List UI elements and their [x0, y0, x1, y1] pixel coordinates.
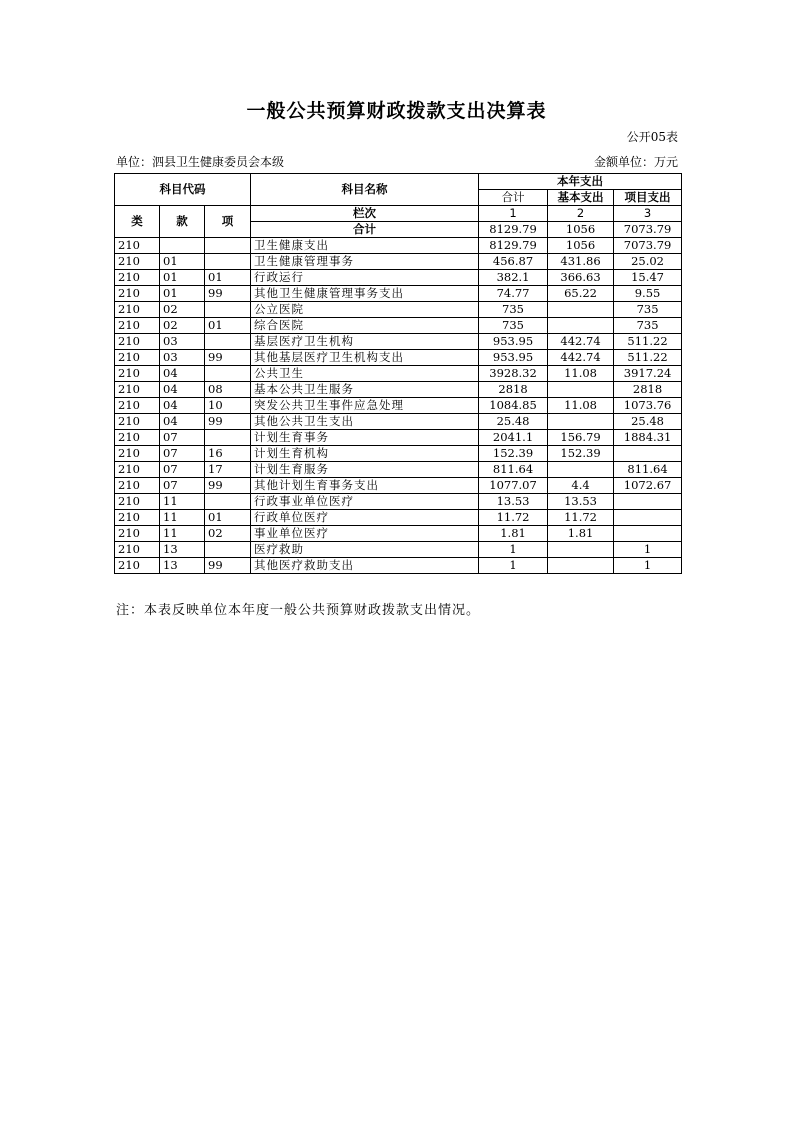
total-amount: 953.95	[479, 334, 548, 350]
basic-amount	[548, 462, 614, 478]
class-code: 210	[115, 462, 160, 478]
item-code: 99	[205, 350, 251, 366]
basic-amount: 13.53	[548, 494, 614, 510]
item-code	[205, 238, 251, 254]
class-code: 210	[115, 542, 160, 558]
section-code: 02	[160, 302, 205, 318]
table-row	[115, 414, 682, 430]
section-code	[160, 238, 205, 254]
table-row	[115, 398, 682, 414]
class-code: 210	[115, 446, 160, 462]
subject-name: 计划生育事务	[251, 430, 479, 446]
section-code: 13	[160, 558, 205, 574]
total-amount: 735	[479, 302, 548, 318]
project-amount: 1073.76	[614, 398, 682, 414]
basic-amount: 11.08	[548, 398, 614, 414]
basic-amount	[548, 318, 614, 334]
item-code: 17	[205, 462, 251, 478]
sum-project: 7073.79	[614, 222, 682, 238]
basic-amount: 366.63	[548, 270, 614, 286]
project-amount: 7073.79	[614, 238, 682, 254]
table-row	[115, 478, 682, 494]
total-amount: 13.53	[479, 494, 548, 510]
subject-name: 计划生育服务	[251, 462, 479, 478]
total-amount: 1	[479, 542, 548, 558]
basic-amount: 11.08	[548, 366, 614, 382]
table-row	[115, 542, 682, 558]
table-row	[115, 334, 682, 350]
subject-name: 其他卫生健康管理事务支出	[251, 286, 479, 302]
basic-amount: 442.74	[548, 334, 614, 350]
item-code: 02	[205, 526, 251, 542]
section-code: 01	[160, 270, 205, 286]
project-amount: 735	[614, 318, 682, 334]
basic-amount: 1056	[548, 238, 614, 254]
subject-name: 卫生健康支出	[251, 238, 479, 254]
project-amount: 9.55	[614, 286, 682, 302]
project-amount: 511.22	[614, 334, 682, 350]
class-code: 210	[115, 494, 160, 510]
total-amount: 1084.85	[479, 398, 548, 414]
total-amount: 456.87	[479, 254, 548, 270]
project-amount: 1072.67	[614, 478, 682, 494]
total-amount: 25.48	[479, 414, 548, 430]
project-header: 项目支出	[614, 190, 682, 206]
table-row	[115, 270, 682, 286]
project-amount: 1	[614, 558, 682, 574]
item-code: 10	[205, 398, 251, 414]
item-code: 99	[205, 414, 251, 430]
item-code: 01	[205, 270, 251, 286]
basic-amount: 1.81	[548, 526, 614, 542]
subject-code-header: 科目代码	[115, 174, 251, 206]
basic-amount: 65.22	[548, 286, 614, 302]
table-row	[115, 286, 682, 302]
class-code: 210	[115, 366, 160, 382]
class-code: 210	[115, 430, 160, 446]
item-code: 01	[205, 510, 251, 526]
subject-name: 行政单位医疗	[251, 510, 479, 526]
section-code: 13	[160, 542, 205, 558]
item-code: 99	[205, 558, 251, 574]
item-code	[205, 430, 251, 446]
sum-total: 8129.79	[479, 222, 548, 238]
table-row	[115, 238, 682, 254]
project-amount: 811.64	[614, 462, 682, 478]
item-code	[205, 366, 251, 382]
item-code	[205, 254, 251, 270]
item-header: 项	[205, 206, 251, 238]
total-header: 合计	[479, 190, 548, 206]
subject-name: 医疗救助	[251, 542, 479, 558]
project-amount: 735	[614, 302, 682, 318]
table-row	[115, 526, 682, 542]
class-code: 210	[115, 270, 160, 286]
total-amount: 735	[479, 318, 548, 334]
current-year-header: 本年支出	[479, 174, 682, 190]
class-code: 210	[115, 254, 160, 270]
sum-label: 合计	[251, 222, 479, 238]
item-code: 01	[205, 318, 251, 334]
total-amount: 152.39	[479, 446, 548, 462]
class-code: 210	[115, 238, 160, 254]
class-code: 210	[115, 526, 160, 542]
column-no-label: 栏次	[251, 206, 479, 222]
class-header: 类	[115, 206, 160, 238]
subject-name: 其他计划生育事务支出	[251, 478, 479, 494]
col-2-number: 2	[548, 206, 614, 222]
table-row	[115, 350, 682, 366]
basic-amount: 431.86	[548, 254, 614, 270]
table-row	[115, 494, 682, 510]
table-row	[115, 462, 682, 478]
table-row	[115, 318, 682, 334]
section-code: 03	[160, 350, 205, 366]
item-code: 08	[205, 382, 251, 398]
header-row-3	[115, 206, 682, 222]
form-code: 公开05表	[626, 130, 678, 144]
section-code: 07	[160, 430, 205, 446]
basic-amount	[548, 382, 614, 398]
class-code: 210	[115, 414, 160, 430]
subject-name: 其他基层医疗卫生机构支出	[251, 350, 479, 366]
project-amount	[614, 446, 682, 462]
amount-unit: 金额单位：万元	[593, 155, 678, 169]
subject-name: 基本公共卫生服务	[251, 382, 479, 398]
class-code: 210	[115, 302, 160, 318]
total-amount: 953.95	[479, 350, 548, 366]
section-code: 07	[160, 462, 205, 478]
subject-name: 其他医疗救助支出	[251, 558, 479, 574]
table-row	[115, 254, 682, 270]
section-code: 11	[160, 510, 205, 526]
section-code: 11	[160, 526, 205, 542]
section-header: 款	[160, 206, 205, 238]
total-amount: 3928.32	[479, 366, 548, 382]
project-amount: 3917.24	[614, 366, 682, 382]
class-code: 210	[115, 350, 160, 366]
total-amount: 74.77	[479, 286, 548, 302]
subject-name: 卫生健康管理事务	[251, 254, 479, 270]
project-amount: 25.48	[614, 414, 682, 430]
class-code: 210	[115, 318, 160, 334]
subject-name: 其他公共卫生支出	[251, 414, 479, 430]
basic-amount	[548, 542, 614, 558]
section-code: 01	[160, 286, 205, 302]
item-code	[205, 334, 251, 350]
subject-name: 基层医疗卫生机构	[251, 334, 479, 350]
project-amount	[614, 526, 682, 542]
total-amount: 1.81	[479, 526, 548, 542]
total-amount: 1077.07	[479, 478, 548, 494]
class-code: 210	[115, 558, 160, 574]
item-code	[205, 494, 251, 510]
item-code: 99	[205, 478, 251, 494]
class-code: 210	[115, 478, 160, 494]
class-code: 210	[115, 286, 160, 302]
section-code: 04	[160, 366, 205, 382]
total-amount: 11.72	[479, 510, 548, 526]
subject-name: 事业单位医疗	[251, 526, 479, 542]
subject-name: 公共卫生	[251, 366, 479, 382]
section-code: 04	[160, 414, 205, 430]
section-code: 11	[160, 494, 205, 510]
project-amount: 1884.31	[614, 430, 682, 446]
basic-amount	[548, 558, 614, 574]
item-code: 16	[205, 446, 251, 462]
header-row-1	[115, 174, 682, 190]
section-code: 04	[160, 382, 205, 398]
basic-header: 基本支出	[548, 190, 614, 206]
project-amount: 511.22	[614, 350, 682, 366]
sum-basic: 1056	[548, 222, 614, 238]
project-amount: 25.02	[614, 254, 682, 270]
col-1-number: 1	[479, 206, 548, 222]
basic-amount: 442.74	[548, 350, 614, 366]
section-code: 07	[160, 478, 205, 494]
section-code: 04	[160, 398, 205, 414]
total-amount: 8129.79	[479, 238, 548, 254]
subject-name: 行政运行	[251, 270, 479, 286]
class-code: 210	[115, 398, 160, 414]
class-code: 210	[115, 510, 160, 526]
subject-name: 计划生育机构	[251, 446, 479, 462]
total-amount: 2818	[479, 382, 548, 398]
table-row	[115, 510, 682, 526]
basic-amount	[548, 302, 614, 318]
project-amount	[614, 494, 682, 510]
item-code	[205, 302, 251, 318]
project-amount: 15.47	[614, 270, 682, 286]
footnote: 注：本表反映单位本年度一般公共预算财政拨款支出情况。	[116, 603, 481, 618]
section-code: 01	[160, 254, 205, 270]
total-amount: 811.64	[479, 462, 548, 478]
basic-amount: 11.72	[548, 510, 614, 526]
expenditure-table	[114, 173, 682, 574]
basic-amount: 4.4	[548, 478, 614, 494]
subject-name: 行政事业单位医疗	[251, 494, 479, 510]
total-amount: 2041.1	[479, 430, 548, 446]
basic-amount	[548, 414, 614, 430]
basic-amount: 152.39	[548, 446, 614, 462]
subject-name: 突发公共卫生事件应急处理	[251, 398, 479, 414]
page-title: 一般公共预算财政拨款支出决算表	[246, 100, 547, 122]
table-row	[115, 430, 682, 446]
total-amount: 382.1	[479, 270, 548, 286]
section-code: 07	[160, 446, 205, 462]
section-code: 03	[160, 334, 205, 350]
item-code	[205, 542, 251, 558]
total-amount: 1	[479, 558, 548, 574]
project-amount	[614, 510, 682, 526]
project-amount: 1	[614, 542, 682, 558]
subject-name: 综合医院	[251, 318, 479, 334]
section-code: 02	[160, 318, 205, 334]
project-amount: 2818	[614, 382, 682, 398]
basic-amount: 156.79	[548, 430, 614, 446]
table-row	[115, 382, 682, 398]
unit-name: 单位：泗县卫生健康委员会本级	[116, 155, 285, 169]
subject-name: 公立医院	[251, 302, 479, 318]
subject-name-header: 科目名称	[251, 174, 479, 206]
table-row	[115, 558, 682, 574]
class-code: 210	[115, 382, 160, 398]
table-row	[115, 366, 682, 382]
table-row	[115, 302, 682, 318]
col-3-number: 3	[614, 206, 682, 222]
table-row	[115, 446, 682, 462]
item-code: 99	[205, 286, 251, 302]
class-code: 210	[115, 334, 160, 350]
